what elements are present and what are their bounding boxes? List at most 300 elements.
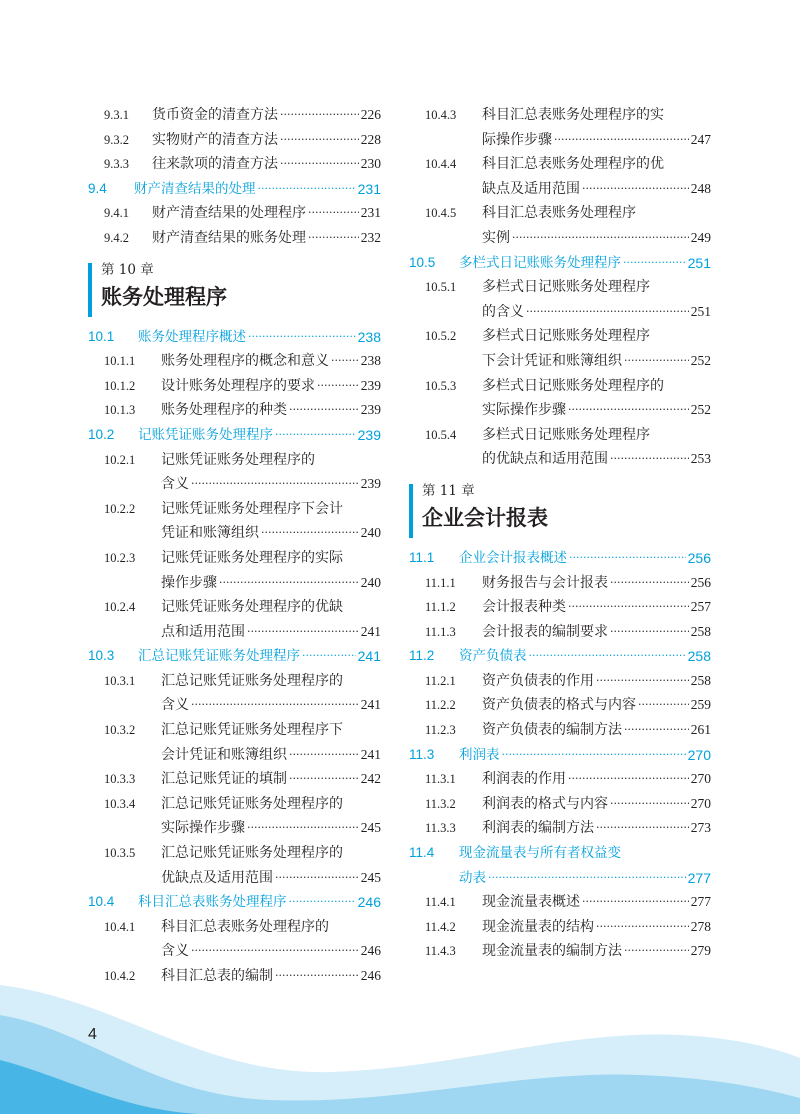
entry-number: 10.3.1 xyxy=(104,673,136,688)
toc-entry-line xyxy=(88,841,381,866)
toc-right-column xyxy=(409,103,711,964)
entry-number: 10.1 xyxy=(88,328,115,344)
toc-entry-line xyxy=(88,448,381,473)
toc-entry-line xyxy=(409,693,711,718)
entry-page-number: 261 xyxy=(690,722,711,738)
toc-entry-line xyxy=(409,152,711,177)
entry-number: 10.2 xyxy=(88,426,115,442)
dot-leader xyxy=(582,177,689,202)
toc-left-column xyxy=(88,103,381,989)
dot-leader xyxy=(638,693,689,718)
dot-leader xyxy=(610,620,689,645)
toc-section-entry[interactable] xyxy=(88,325,381,350)
dot-leader xyxy=(275,964,359,989)
toc-entry-line xyxy=(409,595,711,620)
entry-page-number: 256 xyxy=(690,574,711,590)
toc-entry-line xyxy=(409,374,711,399)
toc-subsection-entry[interactable] xyxy=(88,669,381,718)
toc-entry-line xyxy=(88,398,381,423)
dot-leader xyxy=(488,866,686,891)
dot-leader xyxy=(289,743,359,768)
toc-subsection-entry[interactable] xyxy=(88,792,381,841)
toc-entry-line xyxy=(88,128,381,153)
entry-page-number: 230 xyxy=(360,156,381,172)
dot-leader xyxy=(582,890,689,915)
entry-page-number: 258 xyxy=(687,648,711,665)
entry-number: 11.4.1 xyxy=(425,895,456,910)
entry-page-number: 238 xyxy=(357,328,381,345)
entry-title: 现金流量表与所有者权益变 xyxy=(459,845,621,862)
entry-title: 科目汇总表账务处理程序的实 xyxy=(482,107,664,123)
entry-page-number: 246 xyxy=(357,894,381,911)
entry-page-number: 278 xyxy=(690,918,711,934)
entry-number: 11.3.2 xyxy=(425,796,456,811)
entry-title: 实际操作步骤 xyxy=(482,402,566,419)
entry-title: 财产清查结果的处理程序 xyxy=(152,205,306,222)
entry-title: 多栏式日记账账务处理程序 xyxy=(459,254,621,271)
chapter-heading xyxy=(409,482,711,540)
entry-title: 缺点及适用范围 xyxy=(482,180,580,197)
entry-page-number: 239 xyxy=(360,402,381,418)
entry-page-number: 252 xyxy=(690,402,711,418)
toc-entry-line xyxy=(88,177,381,202)
entry-title: 汇总记账凭证账务处理程序的 xyxy=(161,845,343,862)
entry-page-number: 238 xyxy=(360,353,381,369)
entry-title: 实物财产的清查方法 xyxy=(152,131,278,148)
entry-page-number: 239 xyxy=(360,476,381,492)
toc-subsection-entry[interactable] xyxy=(409,152,711,201)
toc-entry-line xyxy=(88,866,381,891)
entry-title: 科目汇总表的编制 xyxy=(161,968,273,984)
entry-number: 10.3.2 xyxy=(104,723,136,738)
entry-number: 11.2.1 xyxy=(425,673,456,688)
entry-title: 设计账务处理程序的要求 xyxy=(161,377,315,394)
entry-number: 11.1.3 xyxy=(425,624,456,639)
toc-subsection-entry[interactable] xyxy=(409,103,711,152)
toc-subsection-entry[interactable] xyxy=(88,349,381,374)
entry-title: 动表 xyxy=(459,869,486,886)
toc-entry-line xyxy=(88,767,381,792)
entry-title: 记账凭证账务处理程序 xyxy=(138,426,273,443)
toc-subsection-entry[interactable] xyxy=(88,201,381,226)
entry-page-number: 270 xyxy=(687,746,711,763)
toc-entry-line xyxy=(88,743,381,768)
entry-title: 实际操作步骤 xyxy=(161,820,245,837)
toc-subsection-entry[interactable] xyxy=(409,620,711,645)
toc-subsection-entry[interactable] xyxy=(88,841,381,890)
dot-leader xyxy=(280,103,359,128)
entry-page-number: 257 xyxy=(690,599,711,615)
entry-number: 10.4.1 xyxy=(104,919,136,934)
toc-entry-line xyxy=(88,620,381,645)
entry-title: 科目汇总表账务处理程序的优 xyxy=(482,156,664,173)
toc-entry-line xyxy=(88,890,381,915)
toc-subsection-entry[interactable] xyxy=(409,324,711,373)
entry-title: 凭证和账簿组织 xyxy=(161,525,259,542)
entry-title: 科目汇总表账务处理程序 xyxy=(482,205,636,222)
dot-leader xyxy=(289,398,359,423)
dot-leader xyxy=(331,349,359,374)
entry-page-number: 231 xyxy=(360,205,381,221)
entry-title: 现金流量表概述 xyxy=(482,894,580,911)
toc-entry-line xyxy=(409,251,711,276)
entry-page-number: 251 xyxy=(690,303,711,319)
entry-number: 9.4.2 xyxy=(104,230,129,245)
entry-page-number: 241 xyxy=(360,746,381,762)
toc-entry-line xyxy=(88,152,381,177)
toc-section-entry[interactable] xyxy=(409,251,711,276)
toc-entry-line xyxy=(88,546,381,571)
toc-entry-line xyxy=(88,103,381,128)
entry-title: 记账凭证账务处理程序的实际 xyxy=(161,549,343,566)
toc-subsection-entry[interactable] xyxy=(88,448,381,497)
entry-title: 资产负债表的格式与内容 xyxy=(482,697,636,714)
toc-subsection-entry[interactable] xyxy=(409,201,711,250)
entry-number: 10.5.1 xyxy=(425,280,457,295)
entry-page-number: 277 xyxy=(687,869,711,886)
entry-number: 10.4.3 xyxy=(425,108,457,122)
dot-leader xyxy=(610,792,689,817)
entry-number: 11.2.2 xyxy=(425,698,456,713)
entry-title: 汇总记账凭证账务处理程序的 xyxy=(161,672,343,689)
toc-entry-line xyxy=(409,939,711,964)
entry-title: 含义 xyxy=(161,943,189,960)
entry-number: 10.1.3 xyxy=(104,403,136,418)
toc-subsection-entry[interactable] xyxy=(88,374,381,399)
dot-leader xyxy=(568,398,689,423)
entry-number: 10.4.4 xyxy=(425,157,457,172)
toc-section-entry[interactable] xyxy=(409,743,711,768)
entry-title: 优缺点及适用范围 xyxy=(161,869,273,886)
toc-entry-line xyxy=(409,398,711,423)
entry-number: 11.4.3 xyxy=(425,944,456,959)
dot-leader xyxy=(219,571,359,596)
dot-leader xyxy=(624,349,689,374)
entry-number: 11.1.1 xyxy=(425,575,456,590)
toc-subsection-entry[interactable] xyxy=(88,226,381,251)
entry-number: 11.2 xyxy=(409,648,435,664)
entry-title: 记账凭证账务处理程序的 xyxy=(161,451,315,468)
entry-title: 现金流量表的编制方法 xyxy=(482,943,622,960)
toc-entry-line xyxy=(409,571,711,596)
entry-page-number: 256 xyxy=(687,549,711,566)
dot-leader xyxy=(275,866,359,891)
entry-page-number: 246 xyxy=(360,968,381,983)
toc-subsection-entry[interactable] xyxy=(409,423,711,472)
entry-number: 10.3 xyxy=(88,648,115,664)
toc-subsection-entry[interactable] xyxy=(88,915,381,964)
dot-leader xyxy=(191,693,359,718)
toc-entry-line xyxy=(409,644,711,669)
entry-title: 货币资金的清查方法 xyxy=(152,107,278,123)
dot-leader xyxy=(248,325,356,350)
dot-leader xyxy=(526,300,689,325)
entry-number: 10.4.5 xyxy=(425,206,457,221)
page-number: 4 xyxy=(88,1026,97,1043)
toc-entry-line xyxy=(88,349,381,374)
entry-title: 多栏式日记账账务处理程序的 xyxy=(482,377,664,394)
entry-title: 际操作步骤 xyxy=(482,131,552,148)
entry-page-number: 253 xyxy=(690,451,711,467)
entry-title: 的含义 xyxy=(482,303,524,320)
toc-entry-line xyxy=(409,447,711,472)
entry-title: 下会计凭证和账簿组织 xyxy=(482,352,622,369)
dot-leader xyxy=(624,939,689,964)
toc-entry-line xyxy=(409,743,711,768)
toc-subsection-entry[interactable] xyxy=(409,669,711,694)
dot-leader xyxy=(569,546,686,571)
toc-subsection-entry[interactable] xyxy=(88,718,381,767)
entry-page-number: 239 xyxy=(357,426,381,443)
toc-subsection-entry[interactable] xyxy=(409,792,711,817)
toc-subsection-entry[interactable] xyxy=(409,571,711,596)
entry-page-number: 249 xyxy=(690,229,711,245)
entry-page-number: 259 xyxy=(690,697,711,713)
dot-leader xyxy=(529,644,686,669)
dot-leader xyxy=(502,743,686,768)
entry-page-number: 248 xyxy=(690,180,711,196)
entry-title: 科目汇总表账务处理程序的 xyxy=(161,918,329,935)
entry-title: 汇总记账凭证的填制 xyxy=(161,771,287,788)
entry-page-number: 246 xyxy=(360,943,381,959)
entry-title: 利润表 xyxy=(459,746,500,763)
toc-entry-line xyxy=(88,472,381,497)
entry-number: 10.2.3 xyxy=(104,550,136,565)
toc-section-entry[interactable] xyxy=(88,423,381,448)
entry-page-number: 245 xyxy=(360,820,381,836)
dot-leader xyxy=(308,226,359,251)
entry-title: 往来款项的清查方法 xyxy=(152,156,278,173)
toc-entry-line xyxy=(88,325,381,350)
entry-number: 11.3.3 xyxy=(425,821,456,836)
entry-number: 10.5 xyxy=(409,254,436,270)
toc-entry-line xyxy=(409,816,711,841)
entry-title: 资产负债表的作用 xyxy=(482,672,594,689)
toc-entry-line xyxy=(409,792,711,817)
entry-title: 实例 xyxy=(482,229,510,246)
entry-page-number: 270 xyxy=(690,795,711,811)
toc-subsection-entry[interactable] xyxy=(409,718,711,743)
toc-entry-line xyxy=(88,226,381,251)
toc-subsection-entry[interactable] xyxy=(88,152,381,177)
dot-leader xyxy=(261,521,359,546)
entry-page-number: 241 xyxy=(360,623,381,639)
dot-leader xyxy=(623,251,686,276)
entry-page-number: 251 xyxy=(687,254,711,271)
entry-title: 会计凭证和账簿组织 xyxy=(161,746,287,763)
entry-number: 9.3.3 xyxy=(104,157,129,172)
toc-subsection-entry[interactable] xyxy=(409,275,711,324)
chapter-label: 第 10 章 xyxy=(101,261,154,278)
toc-subsection-entry[interactable] xyxy=(88,398,381,423)
toc-subsection-entry[interactable] xyxy=(88,103,381,128)
toc-entry-line xyxy=(409,866,711,891)
toc-subsection-entry[interactable] xyxy=(88,128,381,153)
entry-number: 10.5.4 xyxy=(425,427,457,442)
entry-number: 10.1.1 xyxy=(104,354,136,369)
toc-entry-line xyxy=(88,201,381,226)
toc-subsection-entry[interactable] xyxy=(409,693,711,718)
dot-leader xyxy=(247,816,359,841)
toc-subsection-entry[interactable] xyxy=(88,497,381,546)
entry-title: 资产负债表的编制方法 xyxy=(482,722,622,739)
entry-title: 记账凭证账务处理程序的优缺 xyxy=(161,599,343,616)
entry-title: 含义 xyxy=(161,476,189,493)
entry-number: 11.2.3 xyxy=(425,723,456,738)
entry-number: 10.1.2 xyxy=(104,378,136,393)
toc-section-entry[interactable] xyxy=(409,546,711,571)
entry-title: 含义 xyxy=(161,697,189,714)
toc-subsection-entry[interactable] xyxy=(409,767,711,792)
toc-entry-line xyxy=(409,226,711,251)
entry-page-number: 252 xyxy=(690,352,711,368)
entry-page-number: 279 xyxy=(690,943,711,959)
entry-title: 多栏式日记账账务处理程序 xyxy=(482,279,650,296)
dot-leader xyxy=(289,767,359,792)
entry-page-number: 273 xyxy=(690,820,711,836)
toc-entry-line xyxy=(409,767,711,792)
entry-number: 9.3.2 xyxy=(104,132,129,147)
toc-subsection-entry[interactable] xyxy=(88,595,381,644)
toc-entry-line xyxy=(88,497,381,522)
entry-number: 10.4.2 xyxy=(104,969,136,983)
entry-number: 10.3.3 xyxy=(104,772,136,787)
toc-subsection-entry[interactable] xyxy=(409,939,711,964)
entry-title: 会计报表种类 xyxy=(482,599,566,616)
dot-leader xyxy=(302,644,356,669)
dot-leader xyxy=(596,816,689,841)
toc-subsection-entry[interactable] xyxy=(409,374,711,423)
chapter-heading xyxy=(88,261,381,319)
entry-page-number: 247 xyxy=(690,131,711,147)
toc-entry-line xyxy=(409,423,711,448)
dot-leader xyxy=(317,374,359,399)
toc-subsection-entry[interactable] xyxy=(88,767,381,792)
toc-entry-line xyxy=(88,792,381,817)
entry-number: 10.2.4 xyxy=(104,600,136,615)
toc-entry-line xyxy=(88,939,381,964)
entry-title: 汇总记账凭证账务处理程序的 xyxy=(161,795,343,812)
entry-title: 汇总记账凭证账务处理程序 xyxy=(138,648,300,665)
toc-entry-line xyxy=(409,177,711,202)
toc-entry-line xyxy=(409,669,711,694)
entry-title: 账务处理程序的概念和意义 xyxy=(161,353,329,370)
dot-leader xyxy=(191,472,359,497)
dot-leader xyxy=(275,423,356,448)
entry-number: 9.3.1 xyxy=(104,108,129,122)
toc-entry-line xyxy=(409,718,711,743)
entry-number: 11.4.2 xyxy=(425,919,456,934)
entry-page-number: 277 xyxy=(690,894,711,910)
dot-leader xyxy=(568,595,689,620)
entry-title: 记账凭证账务处理程序下会计 xyxy=(161,500,343,517)
entry-title: 操作步骤 xyxy=(161,574,217,591)
dot-leader xyxy=(596,915,689,940)
toc-entry-line xyxy=(88,816,381,841)
toc-entry-line xyxy=(409,546,711,571)
entry-number: 10.2.2 xyxy=(104,501,136,516)
toc-subsection-entry[interactable] xyxy=(409,595,711,620)
entry-title: 多栏式日记账账务处理程序 xyxy=(482,426,650,443)
entry-page-number: 258 xyxy=(690,623,711,639)
entry-title: 多栏式日记账账务处理程序 xyxy=(482,328,650,345)
entry-title: 会计报表的编制要求 xyxy=(482,623,608,640)
entry-page-number: 245 xyxy=(360,869,381,885)
toc-entry-line xyxy=(409,103,711,128)
chapter-accent-bar xyxy=(88,263,92,317)
dot-leader xyxy=(280,128,359,153)
toc-entry-line xyxy=(409,324,711,349)
dot-leader xyxy=(308,201,359,226)
dot-leader xyxy=(610,447,689,472)
entry-number: 11.1 xyxy=(409,549,435,565)
dot-leader xyxy=(289,890,356,915)
entry-page-number: 241 xyxy=(360,697,381,713)
dot-leader xyxy=(280,152,359,177)
toc-subsection-entry[interactable] xyxy=(409,816,711,841)
toc-subsection-entry[interactable] xyxy=(409,890,711,915)
toc-section-entry[interactable] xyxy=(88,890,381,915)
entry-title: 汇总记账凭证账务处理程序下 xyxy=(161,722,343,739)
toc-entry-line xyxy=(409,201,711,226)
toc-entry-line xyxy=(409,300,711,325)
dot-leader xyxy=(568,767,689,792)
dot-leader xyxy=(512,226,689,251)
toc-entry-line xyxy=(88,374,381,399)
dot-leader xyxy=(554,128,689,153)
toc-entry-line xyxy=(409,349,711,374)
entry-title: 科目汇总表账务处理程序 xyxy=(138,894,287,911)
entry-title: 财产清查结果的处理 xyxy=(134,180,256,197)
entry-page-number: 231 xyxy=(357,180,381,197)
entry-page-number: 228 xyxy=(360,131,381,147)
entry-page-number: 232 xyxy=(360,229,381,245)
toc-entry-line xyxy=(88,693,381,718)
entry-title: 企业会计报表概述 xyxy=(459,549,567,566)
toc-entry-line xyxy=(88,423,381,448)
chapter-title: 企业会计报表 xyxy=(422,504,548,530)
dot-leader xyxy=(258,177,356,202)
toc-section-entry[interactable] xyxy=(409,841,711,890)
entry-title: 利润表的编制方法 xyxy=(482,820,594,837)
entry-page-number: 258 xyxy=(690,672,711,688)
toc-subsection-entry[interactable] xyxy=(88,546,381,595)
dot-leader xyxy=(596,669,689,694)
toc-subsection-entry[interactable] xyxy=(409,915,711,940)
entry-title: 利润表的格式与内容 xyxy=(482,795,608,812)
entry-title: 财产清查结果的账务处理 xyxy=(152,229,306,246)
chapter-title: 账务处理程序 xyxy=(101,283,227,309)
entry-number: 9.4.1 xyxy=(104,206,129,221)
entry-number: 10.4 xyxy=(88,894,115,910)
toc-entry-line xyxy=(409,841,711,866)
entry-page-number: 240 xyxy=(360,525,381,541)
entry-number: 11.3 xyxy=(409,746,435,762)
entry-title: 资产负债表 xyxy=(459,648,527,665)
toc-section-entry[interactable] xyxy=(88,644,381,669)
entry-number: 10.3.5 xyxy=(104,846,136,861)
toc-entry-line xyxy=(88,964,381,989)
entry-number: 11.3.1 xyxy=(425,772,456,787)
toc-entry-line xyxy=(88,571,381,596)
dot-leader xyxy=(191,939,359,964)
dot-leader xyxy=(624,718,689,743)
entry-title: 现金流量表的结构 xyxy=(482,918,594,935)
toc-subsection-entry[interactable] xyxy=(88,964,381,989)
entry-title: 账务处理程序概述 xyxy=(138,328,246,345)
toc-section-entry[interactable] xyxy=(88,177,381,202)
toc-section-entry[interactable] xyxy=(409,644,711,669)
